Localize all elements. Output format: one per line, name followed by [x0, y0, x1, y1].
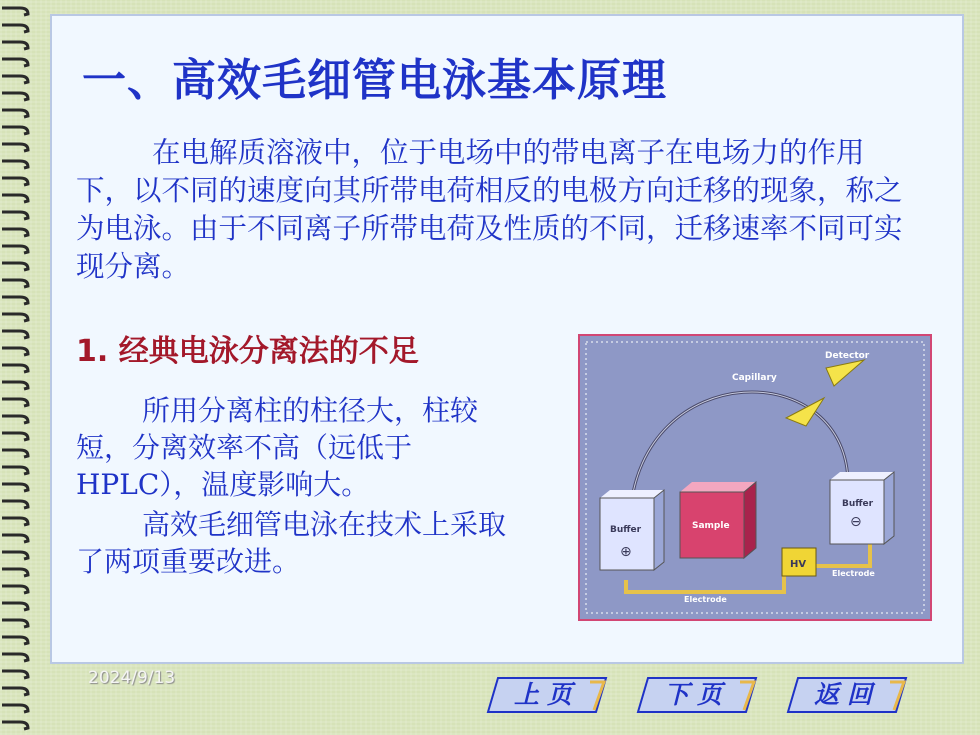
- next-page-button[interactable]: [636, 676, 758, 714]
- binding-ring: [2, 705, 28, 712]
- binding-ring: [2, 620, 28, 627]
- spiral-binding: [0, 0, 40, 735]
- label-buffer-left: Buffer: [610, 525, 642, 535]
- paragraph-improvements: 高效毛细管电泳在技术上采取了两项重要改进。: [76, 508, 507, 578]
- slide-date: 2024/9/13: [88, 668, 176, 688]
- electrode-wire-bottom: [626, 576, 784, 592]
- label-detector: Detector: [825, 351, 870, 361]
- binding-ring: [2, 144, 28, 151]
- prev-page-label: 上页: [513, 680, 580, 709]
- binding-ring: [2, 178, 28, 185]
- binding-ring: [2, 552, 28, 559]
- binding-ring: [2, 110, 28, 117]
- detector-lower: [786, 398, 824, 426]
- binding-ring: [2, 399, 28, 406]
- binding-ring: [2, 467, 28, 474]
- label-buffer-right: Buffer: [842, 499, 874, 509]
- binding-ring: [2, 484, 28, 491]
- slide-title: 一、高效毛细管电泳基本原理: [82, 55, 667, 106]
- binding-ring: [2, 161, 28, 168]
- binding-ring: [2, 671, 28, 678]
- label-hv: HV: [790, 559, 807, 570]
- label-plus: ⊕: [620, 544, 632, 560]
- binding-ring: [2, 280, 28, 287]
- electrode-wire-right: [815, 544, 870, 566]
- binding-ring: [2, 229, 28, 236]
- binding-ring: [2, 416, 28, 423]
- binding-ring: [2, 314, 28, 321]
- label-minus: ⊖: [850, 514, 862, 530]
- binding-ring: [2, 688, 28, 695]
- intro-paragraph: 在电解质溶液中，位于电场中的带电离子在电场力的作用下，以不同的速度向其所带电荷相反的电极方向迁移的现象，称之为电泳。由于不同离子所带电荷及性质的不同，迁移速率不同可实现分离。: [76, 136, 903, 283]
- label-electrode-bottom: Electrode: [684, 595, 727, 604]
- section-title: 1. 经典电泳分离法的不足: [76, 334, 419, 369]
- detector-upper: [826, 360, 864, 386]
- binding-ring: [2, 212, 28, 219]
- binding-ring: [2, 246, 28, 253]
- binding-ring: [2, 76, 28, 83]
- binding-ring: [2, 195, 28, 202]
- binding-ring: [2, 569, 28, 576]
- prev-page-button[interactable]: [486, 676, 608, 714]
- binding-ring: [2, 518, 28, 525]
- binding-ring: [2, 586, 28, 593]
- label-capillary: Capillary: [732, 373, 777, 383]
- binding-ring: [2, 297, 28, 304]
- binding-ring: [2, 331, 28, 338]
- capillary-electrophoresis-diagram: [578, 334, 932, 621]
- label-sample: Sample: [692, 521, 730, 531]
- binding-ring: [2, 59, 28, 66]
- binding-ring: [2, 637, 28, 644]
- binding-ring: [2, 263, 28, 270]
- back-button[interactable]: [786, 676, 908, 714]
- binding-ring: [2, 433, 28, 440]
- buffer-right-box: [830, 480, 884, 544]
- paragraph-shortcomings: 所用分离柱的柱径大，柱较短，分离效率不高（远低于HPLC），温度影响大。: [76, 394, 479, 501]
- label-electrode-right: Electrode: [832, 569, 875, 578]
- binding-ring: [2, 722, 28, 729]
- binding-ring: [2, 42, 28, 49]
- binding-ring: [2, 501, 28, 508]
- binding-ring: [2, 365, 28, 372]
- back-label: 返回: [813, 680, 880, 709]
- binding-ring: [2, 348, 28, 355]
- binding-ring: [2, 382, 28, 389]
- binding-ring: [2, 654, 28, 661]
- next-page-label: 下页: [663, 680, 730, 709]
- binding-ring: [2, 25, 28, 32]
- binding-ring: [2, 535, 28, 542]
- binding-ring: [2, 127, 28, 134]
- binding-ring: [2, 603, 28, 610]
- binding-ring: [2, 8, 28, 15]
- binding-ring: [2, 93, 28, 100]
- binding-ring: [2, 450, 28, 457]
